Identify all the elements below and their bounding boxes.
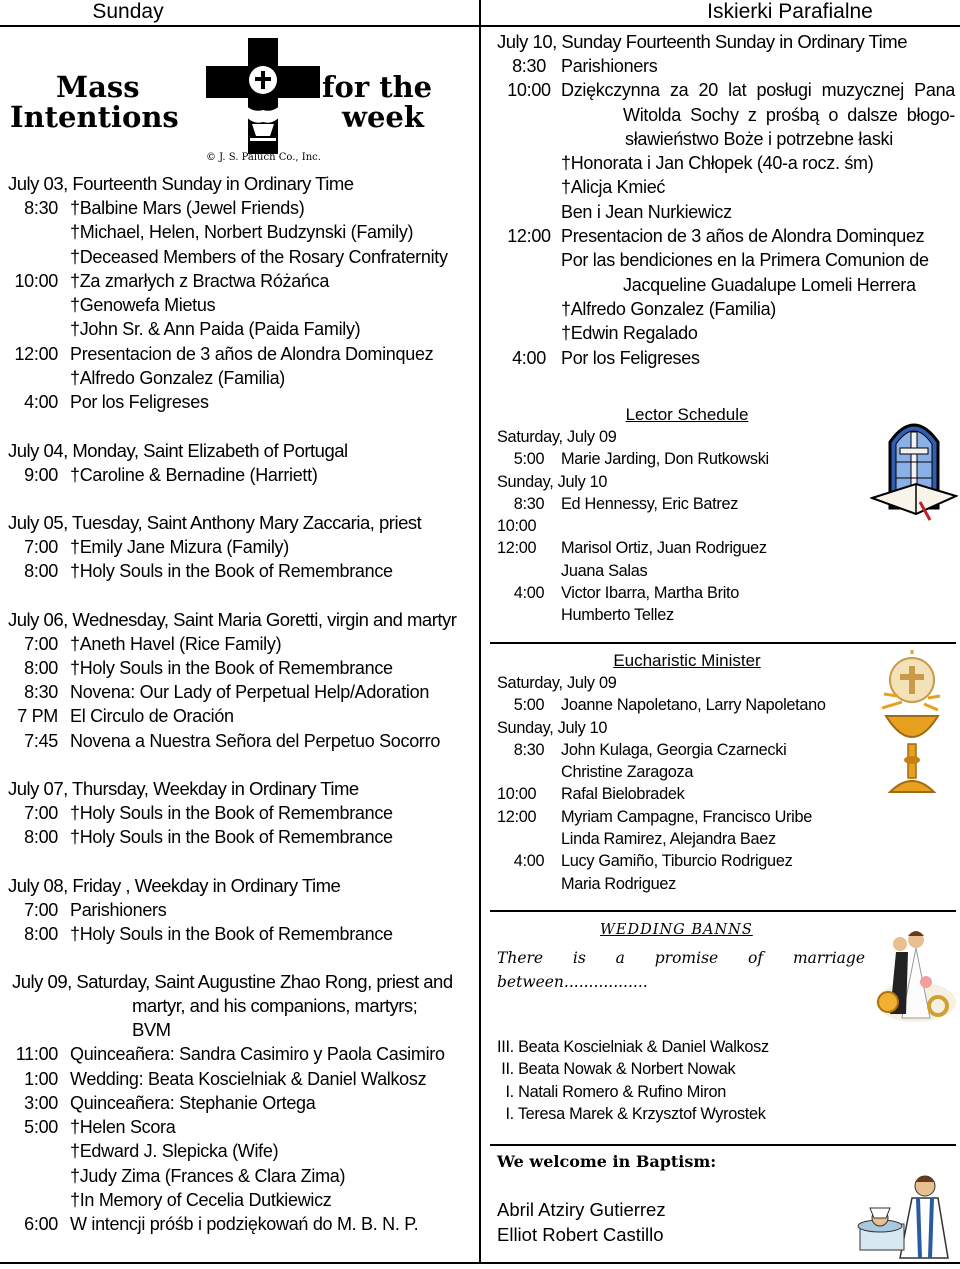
intention-row [497, 78, 955, 102]
intention-row [497, 297, 955, 321]
time: 12:00 [507, 226, 551, 247]
logo-mass-text: Mass [56, 70, 140, 104]
intention: †In Memory of Cecelia Dutkiewicz [70, 1190, 332, 1211]
time: 12:00 [497, 807, 537, 826]
intention: W intencji próśb i podziękowań do M. B. N. P. [70, 1214, 419, 1235]
day-title: July 07, Thursday, Weekday in Ordinary Time [8, 778, 359, 800]
time: 8:30 [512, 56, 546, 76]
time: 8:00 [24, 923, 58, 944]
time [497, 175, 561, 199]
section-rule [490, 910, 956, 912]
section-rule [490, 642, 956, 644]
intention-row [497, 151, 955, 175]
time [497, 248, 561, 272]
mass-intentions-list [8, 172, 463, 1261]
names: Joanne Napoletano, Larry Napoletano [561, 696, 826, 715]
intention: †Edward J. Slepicka (Wife) [70, 1141, 279, 1162]
time: 4:00 [513, 852, 545, 871]
time: 10:00 [507, 80, 551, 101]
intention: Dziękczynna za 20 lat posługi muzycznej Pana [561, 80, 955, 101]
intention-row [8, 245, 463, 269]
day-july-04 [8, 439, 463, 487]
baptism-name: Elliot Robert Castillo [497, 1223, 664, 1245]
intention-row [8, 1115, 463, 1139]
intention-row [8, 1164, 463, 1188]
sunday-intentions [497, 30, 955, 370]
intention: †Honorata i Jan Chłopek (40-a rocz. śm) [561, 153, 874, 174]
time [8, 366, 70, 390]
intention-row [8, 801, 463, 825]
intention-row [8, 317, 463, 341]
intention: Por los Feligreses [561, 347, 700, 368]
intention-row [8, 680, 463, 704]
intention-row [8, 922, 463, 946]
schedule-day: Sunday, July 10 [497, 718, 608, 737]
schedule-row [497, 850, 957, 872]
intention: Novena a Nuestra Señora del Perpetuo Socorro [70, 730, 441, 751]
time [497, 151, 561, 175]
intention-row [8, 1042, 463, 1066]
mass-intentions-logo [8, 36, 448, 166]
bottom-rule [0, 1262, 960, 1264]
time [497, 761, 561, 783]
intention: †Holy Souls in the Book of Remembrance [70, 561, 393, 582]
time: 8:00 [24, 561, 58, 582]
time: 8:00 [24, 827, 58, 848]
intention: †Judy Zima (Frances & Clara Zima) [70, 1165, 346, 1186]
schedule-row [497, 604, 957, 626]
time: 11:00 [15, 1044, 58, 1065]
banns-couples-list [497, 1036, 769, 1125]
intention: †Michael, Helen, Norbert Budzynski (Family) [70, 222, 414, 243]
cross-hands-icon [200, 36, 326, 156]
schedule-row [497, 828, 957, 850]
intention: Por los Feligreses [70, 392, 209, 413]
time [497, 321, 561, 345]
day-title: July 04, Monday, Saint Elizabeth of Portugal [8, 439, 348, 461]
time: 10:00 [14, 270, 58, 291]
time [8, 220, 70, 244]
intention-row [8, 898, 463, 922]
intention: Wedding: Beata Koscielniak & Daniel Walkosz [70, 1068, 427, 1089]
intention: Parishioners [70, 899, 167, 920]
intention: †Alicja Kmieć [561, 177, 666, 198]
time [8, 245, 70, 269]
day-title: July 05, Tuesday, Saint Anthony Mary Zaccaria, priest [8, 511, 422, 533]
names: Christine Zaragoza [561, 763, 694, 782]
intention-row [8, 293, 463, 317]
time [497, 200, 561, 224]
intention: †Helen Scora [70, 1117, 176, 1138]
intention: †Caroline & Bernadine (Harriett) [70, 464, 318, 485]
time: 10:00 [497, 785, 537, 804]
time [497, 103, 561, 127]
logo-week-text: week [342, 100, 424, 134]
intention-row [8, 632, 463, 656]
intention-row [8, 1212, 463, 1236]
time: 8:00 [24, 657, 58, 678]
lector-title: Lector Schedule [625, 405, 749, 424]
schedule-day: Saturday, July 09 [497, 674, 617, 692]
time [8, 1164, 70, 1188]
column-divider [479, 0, 481, 1262]
intention-row [8, 220, 463, 244]
intention: sławieństwo Boże i potrzebne łaski [625, 128, 893, 149]
time: 7:00 [24, 803, 58, 824]
time [8, 293, 70, 317]
intention: †Alfredo Gonzalez (Familia) [70, 368, 285, 389]
intention-row [8, 825, 463, 849]
intention-row [8, 269, 463, 293]
church-window-bible-icon [870, 412, 958, 522]
day-july-08 [8, 874, 463, 947]
intention: †Balbine Mars (Jewel Friends) [70, 198, 305, 218]
intention-row [8, 559, 463, 583]
header-rule-right [478, 25, 960, 27]
time [8, 1188, 70, 1212]
baptism-list [497, 1198, 666, 1247]
time [497, 560, 561, 582]
intention: †Holy Souls in the Book of Remembrance [70, 923, 393, 944]
schedule-day: Saturday, July 09 [497, 428, 617, 446]
chalice-host-icon [880, 650, 958, 800]
intention-row [497, 273, 955, 297]
time: 5:00 [513, 696, 545, 715]
intention: †Holy Souls in the Book of Remembrance [70, 657, 393, 678]
time: 4:00 [512, 347, 546, 368]
intention-row [8, 729, 463, 753]
time [497, 604, 561, 626]
time: 9:00 [24, 464, 58, 485]
time: 5:00 [24, 1117, 58, 1138]
intention: Novena: Our Lady of Perpetual Help/Adoration [70, 682, 430, 703]
day-july-06 [8, 608, 463, 753]
intention: †Edwin Regalado [561, 323, 698, 344]
intention-row [8, 390, 463, 414]
day-title-line3: BVM [132, 1019, 171, 1041]
day-july-07 [8, 777, 463, 850]
banns-couple: I. Natali Romero & Rufino Miron [497, 1082, 726, 1101]
day-title: July 09, Saturday, Saint Augustine Zhao Rong, priest and [12, 971, 453, 993]
day-title: July 03, Fourteenth Sunday in Ordinary Time [8, 173, 354, 194]
header-rule-left [0, 25, 482, 27]
time: 7:00 [24, 633, 58, 654]
intention: †Holy Souls in the Book of Remembrance [70, 803, 393, 824]
time: 1:00 [24, 1068, 58, 1089]
intention-row [497, 321, 955, 345]
time: 7:45 [24, 730, 58, 751]
names: Ed Hennessy, Eric Batrez [561, 494, 739, 513]
intention: El Circulo de Oración [70, 706, 234, 727]
day-title: July 06, Wednesday, Saint Maria Goretti, virgin and martyr [8, 608, 457, 630]
intention-row [497, 54, 955, 78]
time: 12:00 [497, 539, 537, 558]
time: 8:30 [513, 494, 545, 513]
schedule-row [497, 537, 957, 559]
intention-row [8, 704, 463, 728]
intention: †John Sr. & Ann Paida (Paida Family) [70, 319, 361, 340]
banns-couple: II. Beata Nowak & Norbert Nowak [497, 1060, 736, 1079]
intention: †Deceased Members of the Rosary Confraternity [70, 246, 448, 267]
baptism-title: We welcome in Baptism: [497, 1152, 717, 1171]
intention: Quinceañera: Sandra Casimiro y Paola Casimiro [70, 1044, 445, 1065]
time [497, 873, 561, 895]
intention: Ben i Jean Nurkiewicz [561, 201, 732, 222]
day-july-05 [8, 511, 463, 584]
right-column-header: Iskierki Parafialne [707, 0, 873, 23]
intention: †Aneth Havel (Rice Family) [70, 633, 282, 654]
schedule-row [497, 806, 957, 828]
time: 3:00 [24, 1092, 58, 1113]
intention-row [8, 463, 463, 487]
time [497, 127, 561, 151]
intention-row [8, 196, 463, 220]
banns-couple: III. Beata Koscielniak & Daniel Walkosz [497, 1038, 769, 1056]
names: Myriam Campagne, Francisco Uribe [561, 807, 812, 826]
names: Marisol Ortiz, Juan Rodriguez [561, 539, 767, 558]
time: 8:30 [24, 198, 58, 218]
names: Rafal Bielobradek [561, 785, 685, 804]
day-title: July 10, Sunday Fourteenth Sunday in Ordinary Time [497, 31, 907, 52]
intention: Witolda Sochy z prośbą o dalsze błogo- [623, 104, 955, 125]
intention: †Za zmarłych z Bractwa Różańca [70, 270, 330, 291]
time [8, 317, 70, 341]
intention: Jacqueline Guadalupe Lomeli Herrera [623, 274, 916, 295]
time [497, 828, 561, 850]
time [497, 297, 561, 321]
day-title-line2: martyr, and his companions, martyrs; [132, 995, 418, 1017]
schedule-row [497, 873, 957, 895]
wedding-banns-text: There is a promise of marriage between................. [497, 949, 865, 991]
names: Maria Rodriguez [561, 874, 676, 893]
banns-couple: I. Teresa Marek & Krzysztof Wyrostek [497, 1104, 766, 1123]
time: 7 PM [17, 706, 58, 727]
left-column-header: Sunday [92, 0, 164, 23]
intention: †Emily Jane Mizura (Family) [70, 536, 289, 557]
time: 7:00 [24, 899, 58, 920]
intention-row [8, 535, 463, 559]
intention-row [497, 224, 955, 248]
intention-row [497, 175, 955, 199]
intention-row [8, 1139, 463, 1163]
time: 7:00 [24, 536, 58, 557]
names: Humberto Tellez [561, 606, 674, 625]
time: 8:30 [24, 682, 58, 703]
intention-row [497, 103, 955, 127]
names: John Kulaga, Georgia Czarnecki [561, 740, 787, 759]
day-title: July 08, Friday , Weekday in Ordinary Time [8, 874, 341, 896]
baptism-name: Abril Atziry Gutierrez [497, 1199, 666, 1220]
time [8, 1139, 70, 1163]
eucharistic-title: Eucharistic Minister [613, 651, 761, 670]
intention: Quinceañera: Stephanie Ortega [70, 1092, 316, 1113]
names: Marie Jarding, Don Rutkowski [561, 450, 769, 469]
wedding-banns-title: WEDDING BANNS [600, 922, 753, 938]
section-rule [490, 1144, 956, 1146]
time [497, 273, 561, 297]
time: 4:00 [24, 392, 58, 413]
intention: †Genowefa Mietus [70, 295, 216, 316]
intention-row [497, 127, 955, 151]
intention-row [8, 656, 463, 680]
intention: Parishioners [561, 56, 658, 76]
logo-for-the-text: for the [322, 70, 433, 104]
intention: Presentacion de 3 años de Alondra Dominquez [561, 226, 925, 247]
logo-copyright: © J. S. Paluch Co., Inc. [206, 152, 321, 163]
intention: †Alfredo Gonzalez (Familia) [561, 298, 776, 319]
time: 10:00 [497, 517, 537, 536]
schedule-day: Sunday, July 10 [497, 472, 608, 491]
intention-row [8, 1188, 463, 1212]
day-july-03 [8, 172, 463, 415]
day-july-09 [8, 970, 463, 1236]
logo-intentions-text: Intentions [10, 100, 179, 134]
intention-row [8, 342, 463, 366]
intention: Presentacion de 3 años de Alondra Dominquez [70, 343, 434, 364]
intention-row [8, 1067, 463, 1091]
names: Lucy Gamiño, Tiburcio Rodriguez [561, 852, 793, 871]
schedule-row [497, 560, 957, 582]
names: Linda Ramirez, Alejandra Baez [561, 830, 776, 849]
intention-row [8, 1091, 463, 1115]
time: 5:00 [513, 450, 545, 469]
time: 6:00 [24, 1214, 58, 1235]
intention-row [497, 346, 955, 370]
time: 8:30 [513, 740, 545, 759]
intention-row [8, 366, 463, 390]
intention-row [497, 200, 955, 224]
schedule-row [497, 582, 957, 604]
time: 4:00 [513, 584, 545, 603]
intention: Por las bendiciones en la Primera Comunion de [561, 250, 929, 271]
names: Victor Ibarra, Martha Brito [561, 584, 739, 603]
wedding-couple-icon [866, 922, 958, 1026]
intention: †Holy Souls in the Book of Remembrance [70, 827, 393, 848]
time: 12:00 [14, 343, 58, 364]
intention-row [497, 248, 955, 272]
names: Juana Salas [561, 561, 648, 580]
baptism-priest-icon [856, 1168, 956, 1260]
